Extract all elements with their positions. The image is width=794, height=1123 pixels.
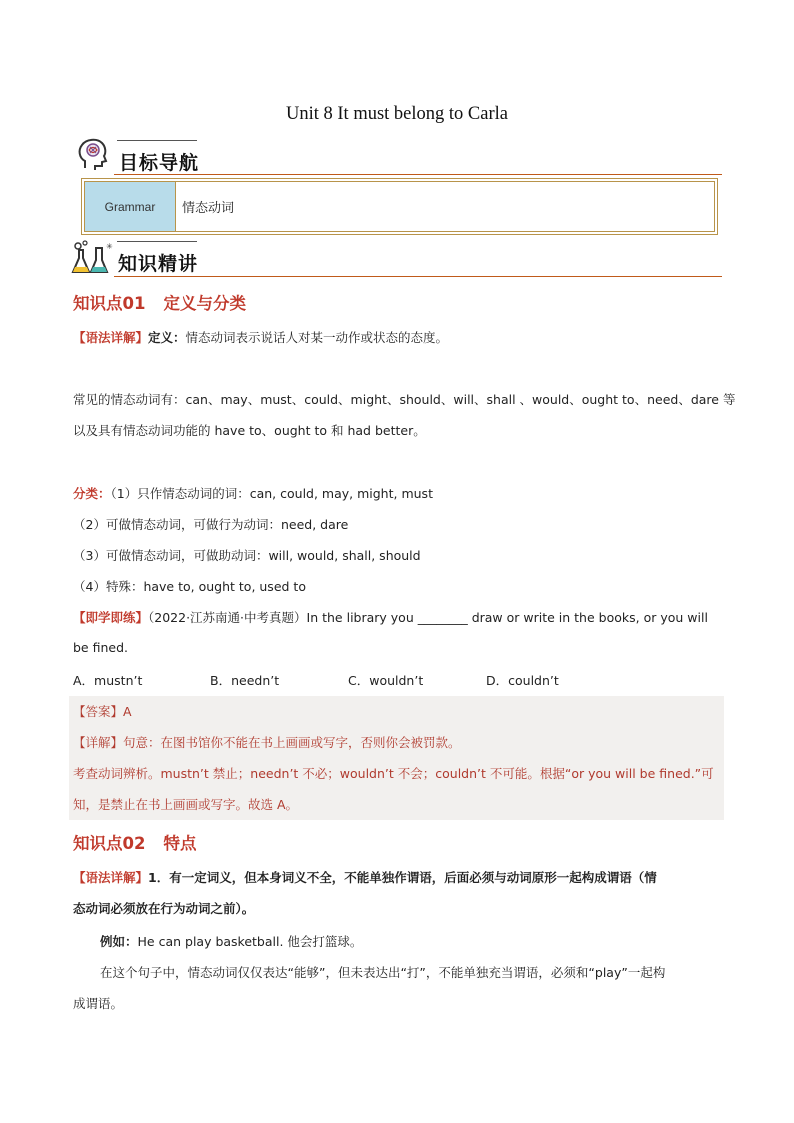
goal-table	[81, 178, 718, 235]
document-title: Unit 8 It must belong to Carla	[286, 104, 508, 124]
section-top-line	[117, 140, 197, 141]
kp-name: 特点	[163, 834, 197, 853]
explain-line	[73, 733, 461, 751]
goal-table-label: Grammar	[85, 182, 176, 231]
definition-label: 定义：	[148, 330, 186, 345]
knowledge-point-heading	[73, 830, 196, 854]
explain-text: 句意：在图书馆你不能在书上画画或写字，否则你会被罚款。	[123, 735, 461, 750]
option-d: D．couldn’t	[486, 673, 559, 688]
option-a: A．mustn’t	[73, 673, 143, 688]
example-text: He can play basketball. 他会打篮球。	[137, 934, 363, 949]
answer-value: A	[123, 704, 132, 719]
paragraph-line-2: 成谓语。	[73, 996, 124, 1011]
definition-line	[73, 328, 448, 346]
classification-2: （2）可做情态动词，可做行为动词：need, dare	[73, 517, 349, 532]
example-label: 例如：	[100, 934, 138, 949]
kp-number: 知识点01	[73, 294, 146, 313]
section-title-knowledge: 知识精讲	[118, 253, 199, 275]
flask-icon	[70, 240, 112, 276]
answer-line	[73, 702, 132, 720]
classification-3: （3）可做情态动词，可做助动词：will, would, shall, should	[73, 548, 421, 563]
explain-line-3: 知，是禁止在书上画画或写字。故选 A。	[73, 797, 299, 812]
section-rule	[114, 174, 722, 175]
grammar-detail-tag: 【语法详解】	[73, 870, 149, 885]
brain-icon	[73, 135, 113, 175]
option-c: C．wouldn’t	[348, 673, 424, 688]
explain-line-2: 考查动词辨析。mustn’t 禁止；needn’t 不必；wouldn’t 不会；couldn’t 不可能。根据“or you will be fined.”可	[73, 766, 714, 781]
common-modals-line-2: 以及具有情态动词功能的 have to、ought to 和 had better。	[73, 423, 426, 438]
definition-text: 情态动词表示说话人对某一动作或状态的态度。	[185, 330, 449, 345]
practice-line	[73, 608, 708, 626]
kp-number: 知识点02	[73, 834, 146, 853]
practice-line-2: be fined.	[73, 640, 128, 655]
explain-tag: 【详解】	[73, 735, 124, 750]
rule-text: 1．有一定词义，但本身词义不全，不能单独作谓语，后面必须与动词原形一起构成谓语（情	[148, 870, 657, 885]
svg-text:✳: ✳	[106, 242, 113, 251]
knowledge-point-heading	[73, 290, 246, 314]
option-b: B．needn’t	[210, 673, 280, 688]
section-top-line	[117, 241, 197, 242]
classification-1: （1）只作情态动词的词：can, could, may, might, must	[110, 486, 433, 501]
answer-tag: 【答案】	[73, 704, 124, 719]
section-title-goal: 目标导航	[119, 152, 200, 174]
classification-label: 分类：	[73, 486, 111, 501]
classification-4: （4）特殊：have to, ought to, used to	[73, 579, 306, 594]
kp-name: 定义与分类	[163, 294, 246, 313]
classification-line	[73, 484, 433, 502]
example-line	[100, 932, 362, 950]
rule-line	[73, 868, 657, 886]
goal-table-content: 情态动词	[182, 201, 235, 216]
common-modals-line: 常见的情态动词有：can、may、must、could、might、should、will、shall 、would、ought to、need、dare 等	[73, 392, 736, 407]
practice-tag: 【即学即练】	[73, 610, 149, 625]
grammar-detail-tag: 【语法详解】	[73, 330, 149, 345]
rule-line-2: 态动词必须放在行为动词之前）。	[73, 901, 255, 916]
practice-text: （2022·江苏南通·中考真题）In the library you ________ draw or write in the books, or you will	[148, 610, 708, 625]
section-rule	[114, 276, 722, 277]
paragraph-line: 在这个句子中，情态动词仅仅表达“能够”，但未表达出“打”，不能单独充当谓语，必须和“play”一起构	[100, 965, 666, 980]
